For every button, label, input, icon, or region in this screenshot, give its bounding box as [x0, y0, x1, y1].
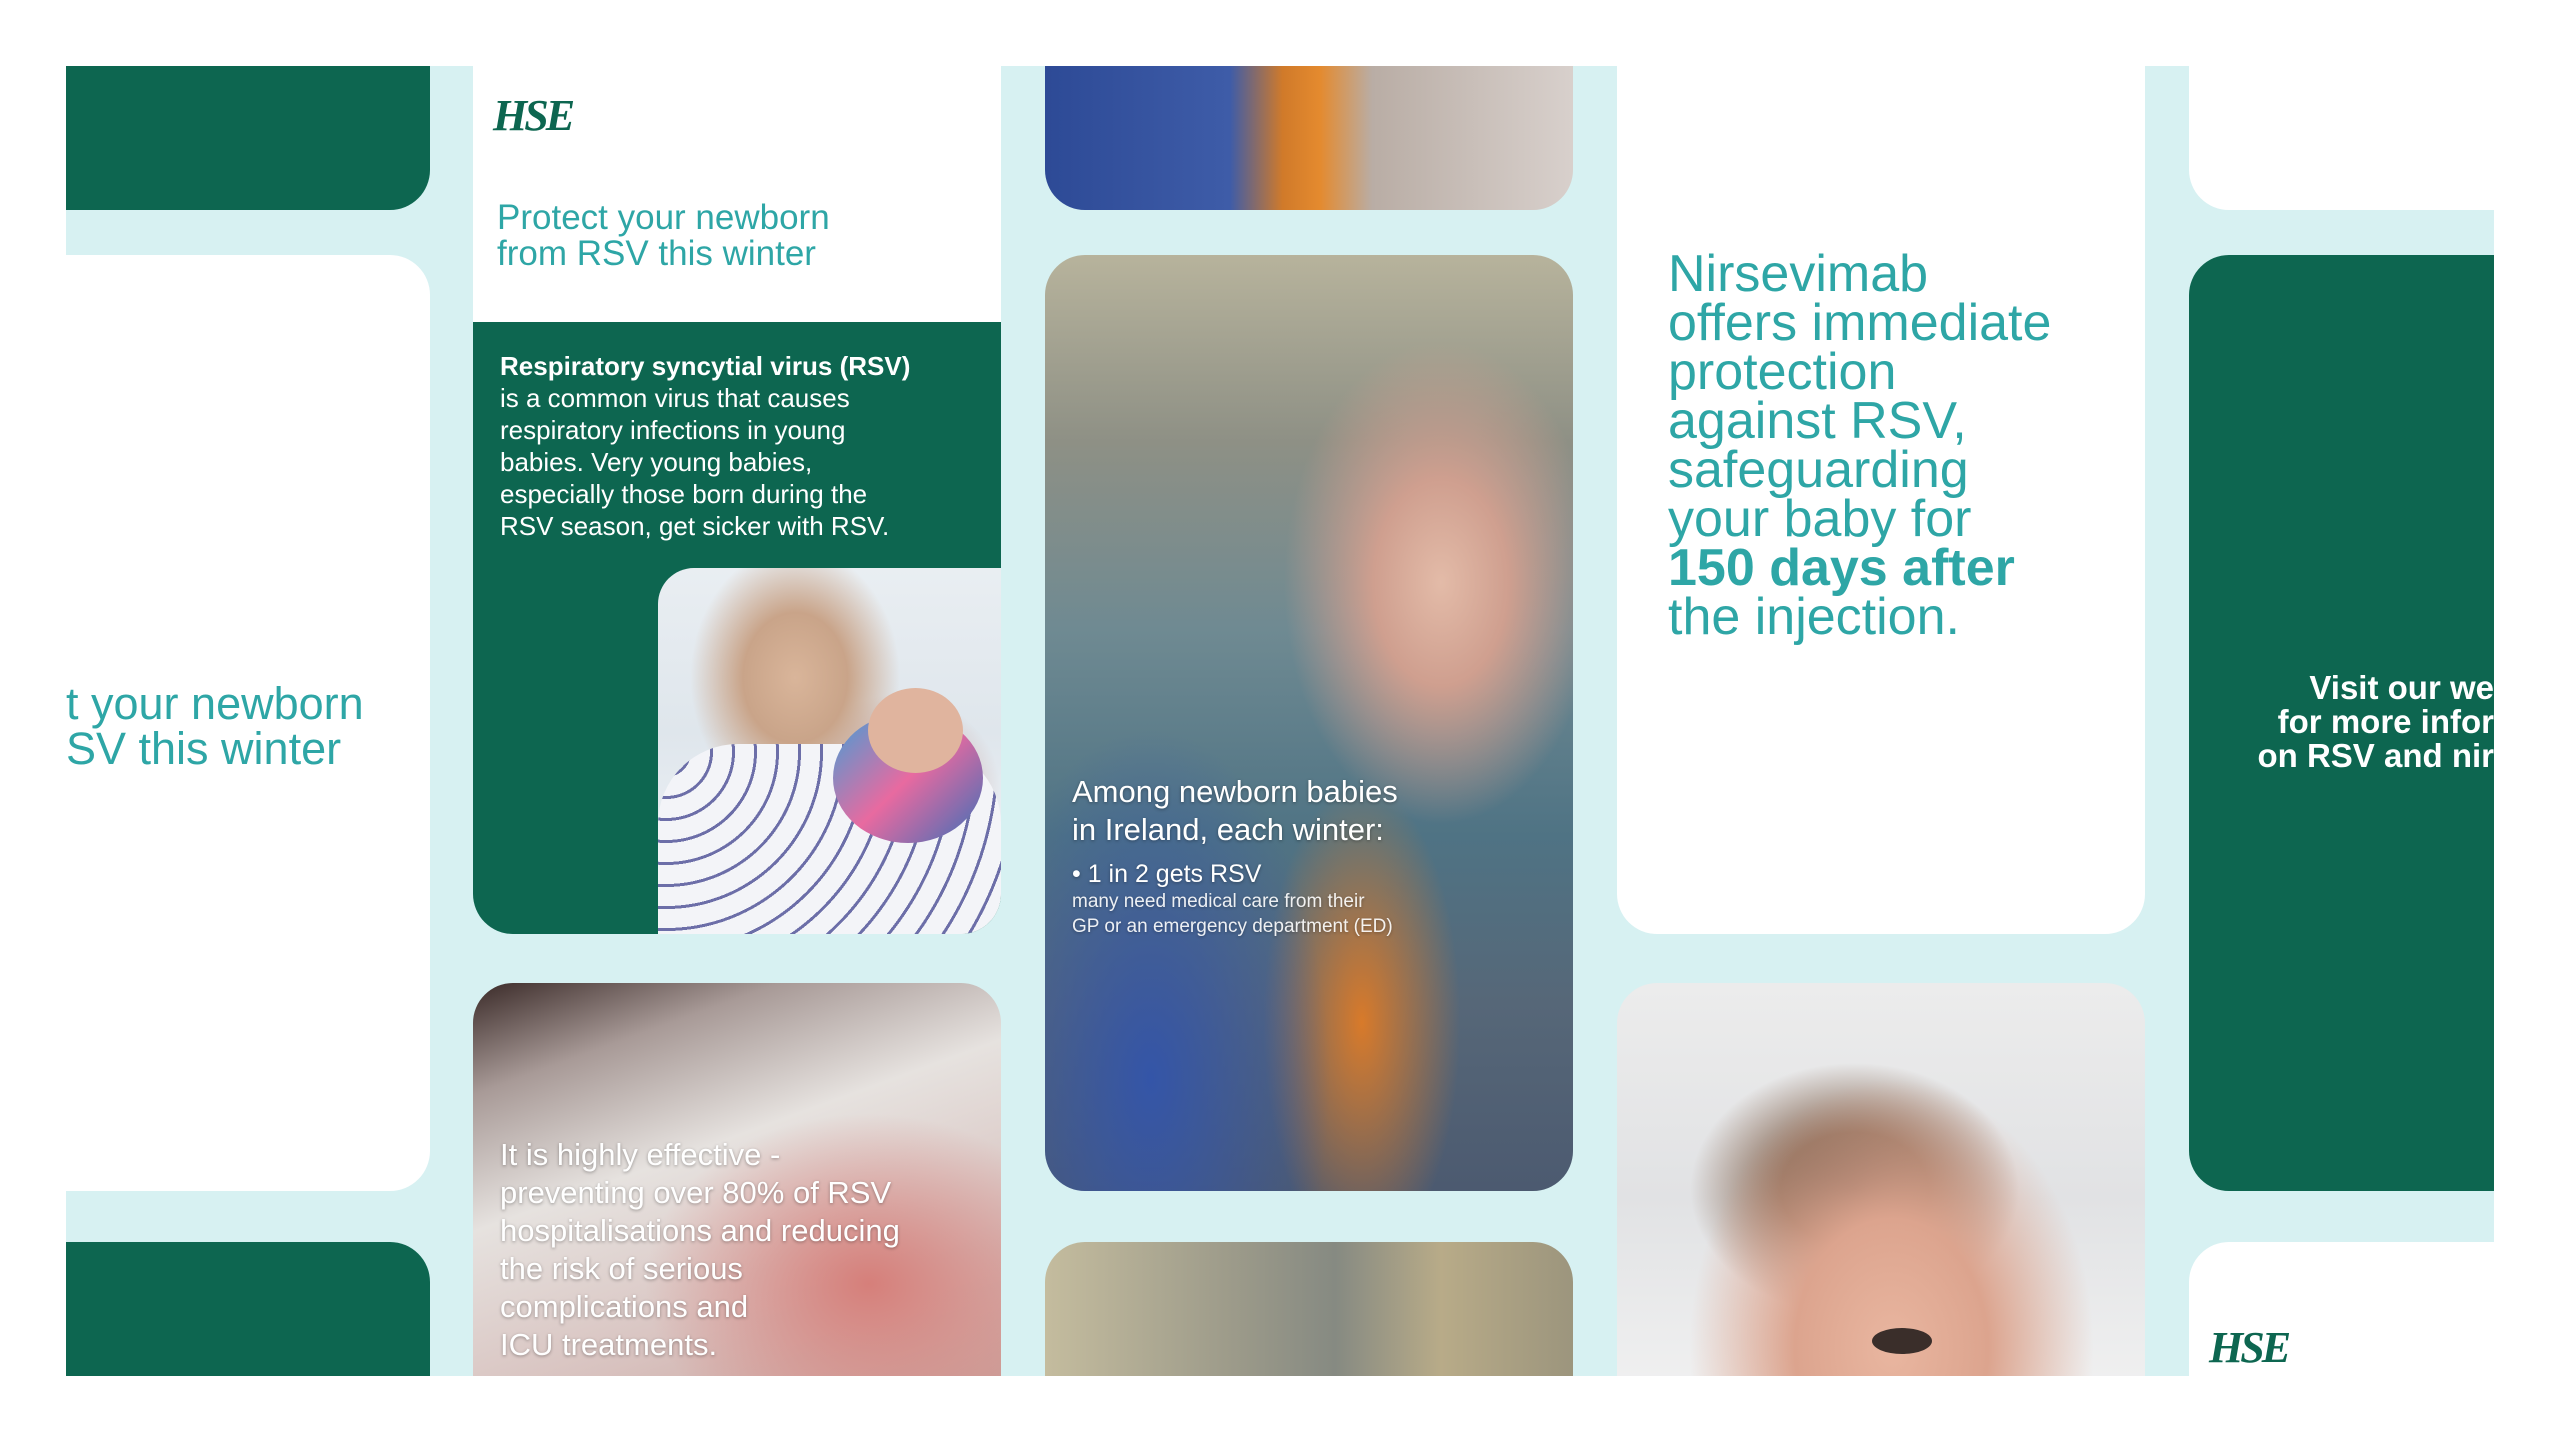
rsv-info-text — [500, 350, 910, 542]
rsv-info-line: especially those born during the — [500, 479, 868, 509]
quote-card — [1617, 66, 2145, 934]
headline-card-partial — [66, 255, 430, 1191]
logo-card-bottom-right — [2189, 1242, 2494, 1376]
effective-line: complications and — [500, 1289, 749, 1324]
hse-logo: HSE — [2209, 1323, 2289, 1372]
effective-line: hospitalisations and reducing — [500, 1213, 900, 1248]
visit-website-text — [2257, 671, 2494, 773]
card-heading — [497, 200, 830, 272]
stats-heading-line: Among newborn babies — [1072, 774, 1398, 809]
white-card-top-right — [2189, 66, 2494, 210]
visit-line: for more infor — [2277, 703, 2494, 740]
mother-baby-photo — [658, 568, 1001, 934]
green-card-top — [66, 66, 430, 210]
quote-line: safeguarding — [1668, 441, 1969, 499]
effective-text — [500, 1136, 900, 1364]
newborn-stats-text — [1072, 773, 1398, 939]
effective-line: preventing over 80% of RSV — [500, 1175, 892, 1210]
rsv-info-line: RSV season, get sicker with RSV. — [500, 511, 890, 541]
baby-face-photo — [1617, 983, 2145, 1376]
quote-bold-line: 150 days after — [1668, 539, 2015, 597]
stats-heading-line: in Ireland, each winter: — [1072, 812, 1384, 847]
rsv-info-line: babies. Very young babies, — [500, 447, 813, 477]
photo-card-top — [1045, 66, 1573, 210]
visit-line: Visit our we — [2309, 669, 2494, 706]
stats-note-line: many need medical care from their — [1072, 891, 1365, 912]
effective-line: It is highly effective - — [500, 1137, 781, 1172]
hse-logo: HSE — [493, 91, 573, 140]
visit-line: on RSV and nir — [2257, 737, 2494, 774]
card-heading-line: Protect your newborn — [497, 198, 830, 237]
partial-headline-line: t your newborn — [66, 678, 364, 729]
quote-line: against RSV, — [1668, 392, 1967, 450]
effective-card — [473, 983, 1001, 1376]
quote-line: offers immediate — [1668, 294, 2052, 352]
quote-line: the injection. — [1668, 588, 1960, 646]
newborn-stats-card — [1045, 255, 1573, 1191]
campaign-collage — [66, 66, 2494, 1376]
quote-text — [1668, 245, 2052, 646]
effective-line: ICU treatments. — [500, 1327, 718, 1362]
quote-line: Nirsevimab — [1668, 245, 1929, 303]
rsv-info-line: is a common virus that causes — [500, 383, 850, 413]
effective-line: the risk of serious — [500, 1251, 743, 1286]
partial-headline — [66, 678, 364, 774]
visit-website-card — [2189, 255, 2494, 1191]
rsv-info-title: Respiratory syncytial virus (RSV) — [500, 351, 911, 381]
rsv-info-card — [473, 322, 1001, 934]
photo-card-bottom — [1045, 1242, 1573, 1376]
green-card-bottom — [66, 1242, 430, 1376]
card-heading-line: from RSV this winter — [497, 234, 816, 273]
partial-headline-line: SV this winter — [66, 723, 342, 774]
stats-note-line: GP or an emergency department (ED) — [1072, 916, 1393, 937]
quote-line: your baby for — [1668, 490, 1972, 548]
stats-bullet: • 1 in 2 gets RSV — [1072, 860, 1262, 888]
quote-line: protection — [1668, 343, 1897, 401]
rsv-info-line: respiratory infections in young — [500, 415, 846, 445]
